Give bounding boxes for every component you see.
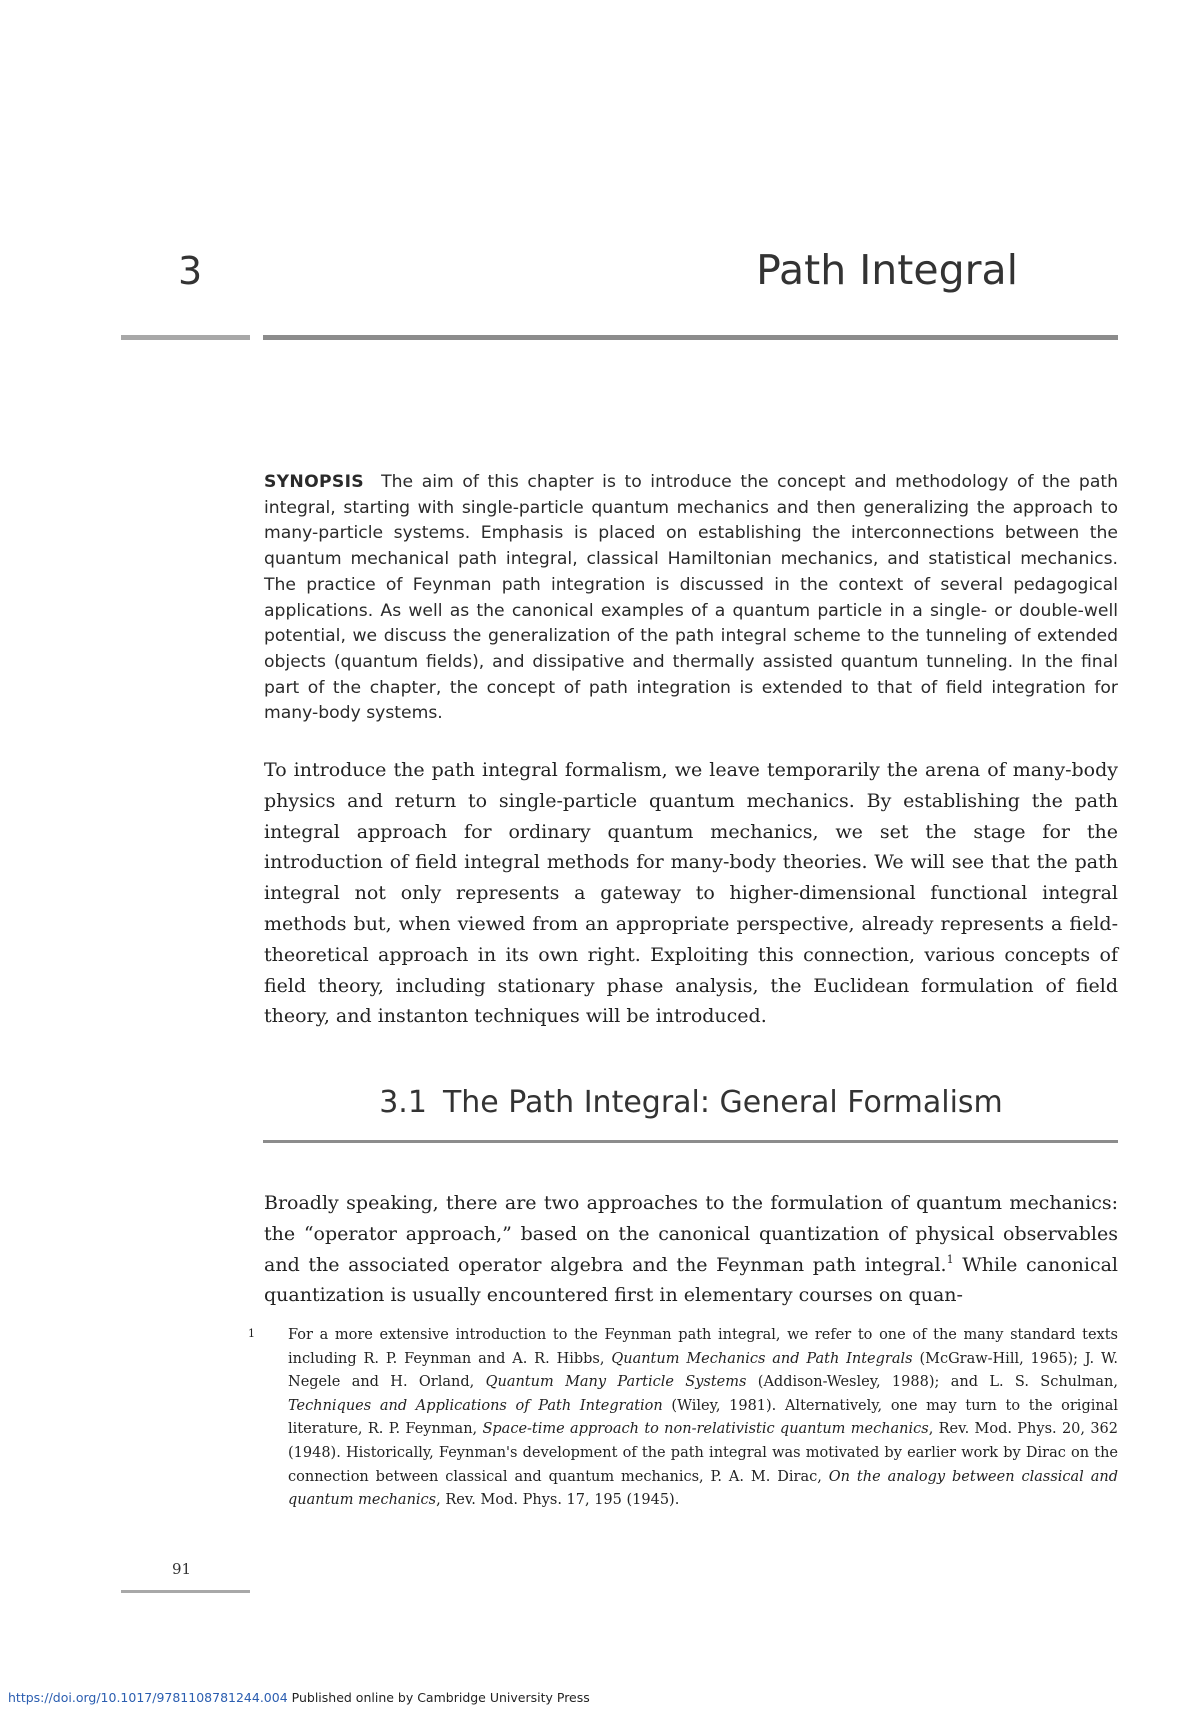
footnote-title-1: Quantum Mechanics and Path Integrals	[611, 1350, 913, 1367]
section-title: The Path Integral: General Formalism	[442, 1085, 1003, 1120]
footnote-part-3: (Addison-Wesley, 1988); and L. S. Schulman,	[746, 1374, 1118, 1391]
synopsis-paragraph	[264, 470, 1118, 727]
footnote-title-2: Quantum Many Particle Systems	[485, 1374, 747, 1391]
footnote	[248, 1324, 1118, 1513]
body-text-after: While canonical quantization is usually encountered first in elementary courses on quan-	[264, 1253, 1118, 1307]
page-number: 91	[172, 1560, 192, 1578]
footnote-title-4: Space-time approach to non-relativistic quantum mechanics	[482, 1421, 929, 1438]
footer-line	[8, 1690, 590, 1705]
footnote-part-6: , Rev. Mod. Phys. 17, 195 (1945).	[436, 1492, 680, 1509]
footnote-part-2: (McGraw-Hill, 1965); J. W. Negele and H. Orland,	[288, 1350, 1118, 1391]
synopsis-label: SYNOPSIS	[264, 472, 364, 492]
chapter-rule-right	[263, 335, 1118, 340]
footnote-reference[interactable]: 1	[946, 1252, 954, 1266]
publisher-note: Published online by Cambridge University Press	[287, 1690, 590, 1705]
chapter-rule-left	[121, 335, 250, 340]
chapter-number: 3	[178, 249, 203, 293]
intro-paragraph: To introduce the path integral formalism, we leave temporarily the arena of many-body physics and return to single-particle quantum mechanics. By establishing the path integral approach for ordinary quantum mechanics, we set the stage for the introduction of field integral methods for many-body theories. We will see that the path integral not only represents a gateway to higher-dimensional functional integral methods but, when viewed from an appropriate perspective, already represents a field-theoretical approach in its own right. Exploiting this connection, various concepts of field theory, including stationary phase analysis, the Euclidean formulation of field theory, and instanton techniques will be introduced.	[264, 759, 1118, 1028]
section-number: 3.1	[379, 1085, 427, 1120]
synopsis-text: The aim of this chapter is to introduce the concept and methodology of the path integral, starting with single-particle quantum mechanics and then generalizing the approach to many-particle systems. Emphasis is placed on establishing the interconnections between the quantum mechanical path integral, classical Hamiltonian mechanics, and statistical mechanics. The practice of Feynman path integration is discussed in the context of several pedagogical applications. As well as the canonical examples of a quantum particle in a single- or double-well potential, we discuss the generalization of the path integral scheme to the tunneling of extended objects (quantum fields), and dissipative and thermally assisted quantum tunneling. In the final part of the chapter, the concept of path integration is extended to that of field integration for many-body systems.	[264, 472, 1118, 724]
chapter-title: Path Integral	[756, 246, 1018, 294]
footnote-mark: 1	[248, 1327, 255, 1340]
page-number-rule	[121, 1590, 250, 1593]
footnote-text	[264, 1324, 1118, 1513]
footnote-part-5: , Rev. Mod. Phys. 20, 362 (1948). Historically, Feynman's development of the path integral was motivated by earlier work by Dirac on the connection between classical and quantum mechanics, P. A. M. Dirac,	[288, 1421, 1118, 1485]
footnote-title-3: Techniques and Applications of Path Integration	[288, 1397, 663, 1414]
doi-link[interactable]: https://doi.org/10.1017/9781108781244.004	[8, 1690, 288, 1705]
body-text-before: Broadly speaking, there are two approaches to the formulation of quantum mechanics: the “operator approach,” based on the canonical quantization of physical observables and the associated operator algebra and the Feynman path integral.	[264, 1192, 1118, 1276]
footnote-part-4: (Wiley, 1981). Alternatively, one may turn to the original literature, R. P. Feynman,	[288, 1397, 1118, 1438]
section-heading	[264, 1085, 1118, 1120]
footnote-part-1: For a more extensive introduction to the Feynman path integral, we refer to one of the many standard texts including R. P. Feynman and A. R. Hibbs,	[288, 1327, 1118, 1367]
section-rule	[263, 1140, 1118, 1143]
footnote-title-5: On the analogy between classical and quantum mechanics	[288, 1468, 1118, 1509]
body-paragraph	[264, 1188, 1118, 1311]
